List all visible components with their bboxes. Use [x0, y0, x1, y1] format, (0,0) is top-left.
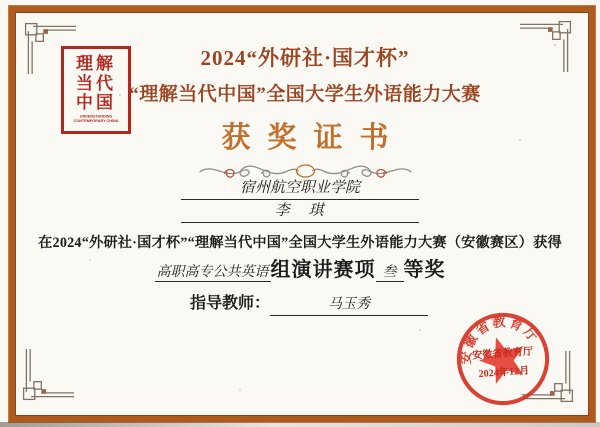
corner-ornament-icon — [18, 349, 74, 405]
teacher-label: 指导教师： — [190, 295, 271, 312]
school-name-row — [0, 176, 600, 200]
award-detail-row — [0, 253, 600, 282]
competition-name-title: “理解当代中国”全国大学生外语能力大赛 — [129, 84, 481, 105]
award-suffix: 等奖 — [403, 259, 446, 281]
recipient-name: 李 琪 — [181, 199, 419, 223]
award-event: 组演讲赛项 — [270, 259, 376, 281]
competition-year-title: 2024“外研社·国才杯” — [200, 46, 410, 70]
seal-ring-text: 安徽省教育厅 — [457, 313, 543, 365]
logo-text-line: 理解 — [76, 54, 116, 73]
school-name: 宿州航空职业学院 — [181, 176, 419, 200]
scan-shadow-edge — [0, 422, 600, 427]
logo-text-line: 当代 — [76, 73, 116, 93]
teacher-name: 马玉秀 — [270, 293, 428, 316]
official-seal-stamp — [454, 310, 552, 408]
seal-org-text: 安徽省教育厅 — [471, 346, 534, 362]
award-grade: 叁 — [376, 265, 404, 282]
logo-subtitle: UNDERSTANDING CONTEMPORARY CHINA — [73, 114, 119, 123]
certificate-heading: 获奖证书 — [221, 122, 406, 154]
title-block — [40, 42, 570, 187]
teacher-row — [190, 290, 428, 316]
award-statement: 在2024“外研社·国才杯”“理解当代中国”全国大学生外语能力大赛（安徽赛区）获得 — [38, 235, 562, 251]
seal-date-text: 2024年12月 — [478, 365, 530, 381]
recipient-name-row — [0, 199, 600, 223]
logo-text-line: 中国 — [76, 93, 116, 113]
award-category: 高职高专公共英语 — [156, 265, 269, 280]
